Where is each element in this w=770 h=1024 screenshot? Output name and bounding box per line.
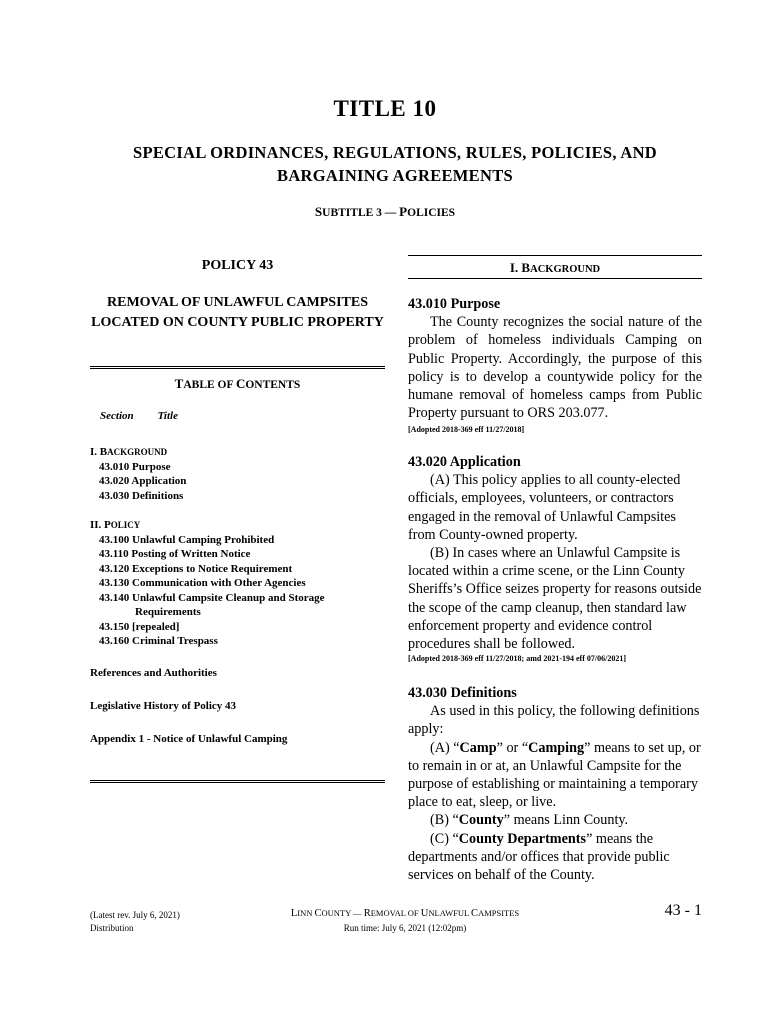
policy-name: REMOVAL OF UNLAWFUL CAMPSITES LOCATED ON COUNTY PUBLIC PROPERTY [91, 295, 384, 330]
divider [408, 255, 702, 256]
footer-title-part: C [314, 908, 322, 919]
toc-group-background [90, 445, 385, 503]
subtitle-part: P [399, 204, 408, 219]
definition-camp [408, 739, 702, 812]
toc-col-section: Section [100, 410, 134, 422]
section-43-010 [408, 295, 702, 422]
page-number: 43 - 1 [664, 902, 702, 919]
toc-references[interactable]: References and Authorities [90, 667, 217, 679]
toc-group-heading-part: II. P [90, 519, 111, 531]
section-43-030 [408, 684, 702, 884]
toc-item[interactable]: 43.120 Exceptions to Notice Requirement [99, 562, 293, 575]
section-43-020 [408, 453, 702, 653]
section-heading: 43.020 Application [408, 454, 521, 470]
defined-term: Camping [528, 739, 585, 756]
toc-item[interactable]: 43.020 Application [99, 475, 187, 487]
page-title: TITLE 10 [333, 96, 437, 121]
footer-distribution: Distribution [90, 923, 134, 933]
toc-item-continuation[interactable]: Requirements [135, 606, 201, 618]
subtitle-part: UBTITLE 3 — [322, 207, 400, 219]
section-paragraph: (B) In cases where an Unlawful Campsite is located within a crime scene, or the Linn County Sheriffs’s Office seizes property for reasons outside the scope of the camp cleanup, then standard law enforcement property and evidence control procedures shall be followed. [408, 545, 702, 653]
definition-county-departments [408, 830, 702, 885]
section-paragraph: As used in this policy, the following definitions apply: [408, 703, 700, 738]
toc-heading [90, 376, 385, 392]
toc-item[interactable]: 43.010 Purpose [99, 460, 171, 473]
toc-group-policy [90, 518, 385, 649]
definition-text: (A) “ [430, 739, 460, 756]
title-subheading: SPECIAL ORDINANCES, REGULATIONS, RULES, POLICIES, AND BARGAINING AGREEMENTS [133, 143, 657, 185]
adoption-note: [Adopted 2018-369 eff 11/27/2018; amd 2021-194 eff 07/06/2021] [408, 654, 626, 663]
definition-text: (C) “ [430, 830, 459, 847]
footer-title-part: EMOVAL OF [370, 908, 421, 918]
toc-item[interactable]: 43.130 Communication with Other Agencies [99, 577, 306, 589]
definition-text: ” or “ [496, 739, 529, 756]
divider [408, 278, 702, 279]
divider [90, 366, 385, 369]
footer-title-part: C [471, 908, 479, 919]
toc-group-heading-part: ACKGROUND [107, 447, 168, 457]
footer-title-part: INN [297, 908, 315, 918]
divider [90, 780, 385, 783]
subtitle-part: S [314, 204, 323, 219]
footer-doc-title [200, 908, 610, 919]
toc-col-title: Title [157, 410, 178, 422]
toc-item[interactable]: 43.030 Definitions [99, 489, 184, 502]
toc-item[interactable]: 43.110 Posting of Written Notice [99, 548, 251, 560]
toc-heading-part: T [174, 376, 184, 391]
definition-text: ” means to set up, or to remain in or at, an Unlawful Campsite for the purpose of establishing or maintaining a temporary place to eat, sleep, or live. [408, 739, 701, 811]
footer-title-part: AMPSITES [478, 908, 520, 918]
policy-number: POLICY 43 [201, 258, 274, 273]
toc-item[interactable]: 43.160 Criminal Trespass [99, 635, 218, 647]
defined-term: Camp [459, 739, 497, 756]
defined-term: County Departments [458, 830, 587, 847]
defined-term: County [458, 812, 504, 829]
definition-text: ” means Linn County. [503, 812, 629, 829]
toc-heading-part: ONTENTS [245, 379, 301, 391]
footer-revision: (Latest rev. July 6, 2021) [90, 910, 180, 920]
toc-item[interactable]: 43.100 Unlawful Camping Prohibited [99, 533, 275, 546]
section-heading: 43.030 Definitions [408, 685, 517, 701]
section-text: The County recognizes the social nature of the problem of homeless individuals Camping on Public Property. Accordingly, the purpose of this policy is to develop a countywide policy for the humane removal of homeless camps from Public Property pursuant to ORS 203.077. [408, 314, 702, 422]
subtitle-line [0, 204, 770, 220]
footer-title-part: L [290, 908, 298, 919]
section-heading: 43.010 Purpose [408, 296, 501, 312]
toc-legislative-history[interactable]: Legislative History of Policy 43 [90, 700, 237, 712]
subtitle-part: OLICIES [407, 207, 456, 219]
footer-title-part: U [420, 908, 429, 919]
toc-heading-part: ABLE OF [183, 379, 236, 391]
toc-heading-part: C [235, 376, 246, 391]
footer-run-time: Run time: July 6, 2021 (12:02pm) [343, 923, 467, 933]
toc-group-heading-part: I. B [90, 446, 108, 458]
section-heading-part: ACKGROUND [530, 264, 601, 275]
footer-title-part: R [363, 908, 371, 919]
footer-title-part: NLAWFUL [428, 908, 472, 918]
definition-text: ” means the departments and/or offices that provide public services on behalf of the County. [408, 830, 670, 884]
toc-item[interactable]: 43.150 [repealed] [99, 620, 180, 633]
toc-group-heading[interactable] [90, 518, 385, 533]
definition-text: (B) “ [430, 812, 459, 829]
adoption-note: [Adopted 2018-369 eff 11/27/2018] [408, 425, 525, 434]
section-heading-part: I. B [509, 260, 531, 275]
toc-item[interactable]: 43.140 Unlawful Campsite Cleanup and Storage [99, 591, 325, 604]
toc-group-heading-part: OLICY [110, 520, 141, 530]
section-paragraph: (A) This policy applies to all county-elected officials, employees, volunteers, or contractors engaged in the removal of Unlawful Campsites from County-owned property. [408, 472, 681, 543]
toc-column-headers [100, 410, 178, 422]
toc-group-heading[interactable] [90, 445, 385, 460]
footer-title-part: OUNTY — [321, 908, 364, 918]
toc-appendix[interactable]: Appendix 1 - Notice of Unlawful Camping [90, 733, 288, 745]
section-heading-background [408, 260, 702, 276]
definition-county [408, 811, 702, 829]
